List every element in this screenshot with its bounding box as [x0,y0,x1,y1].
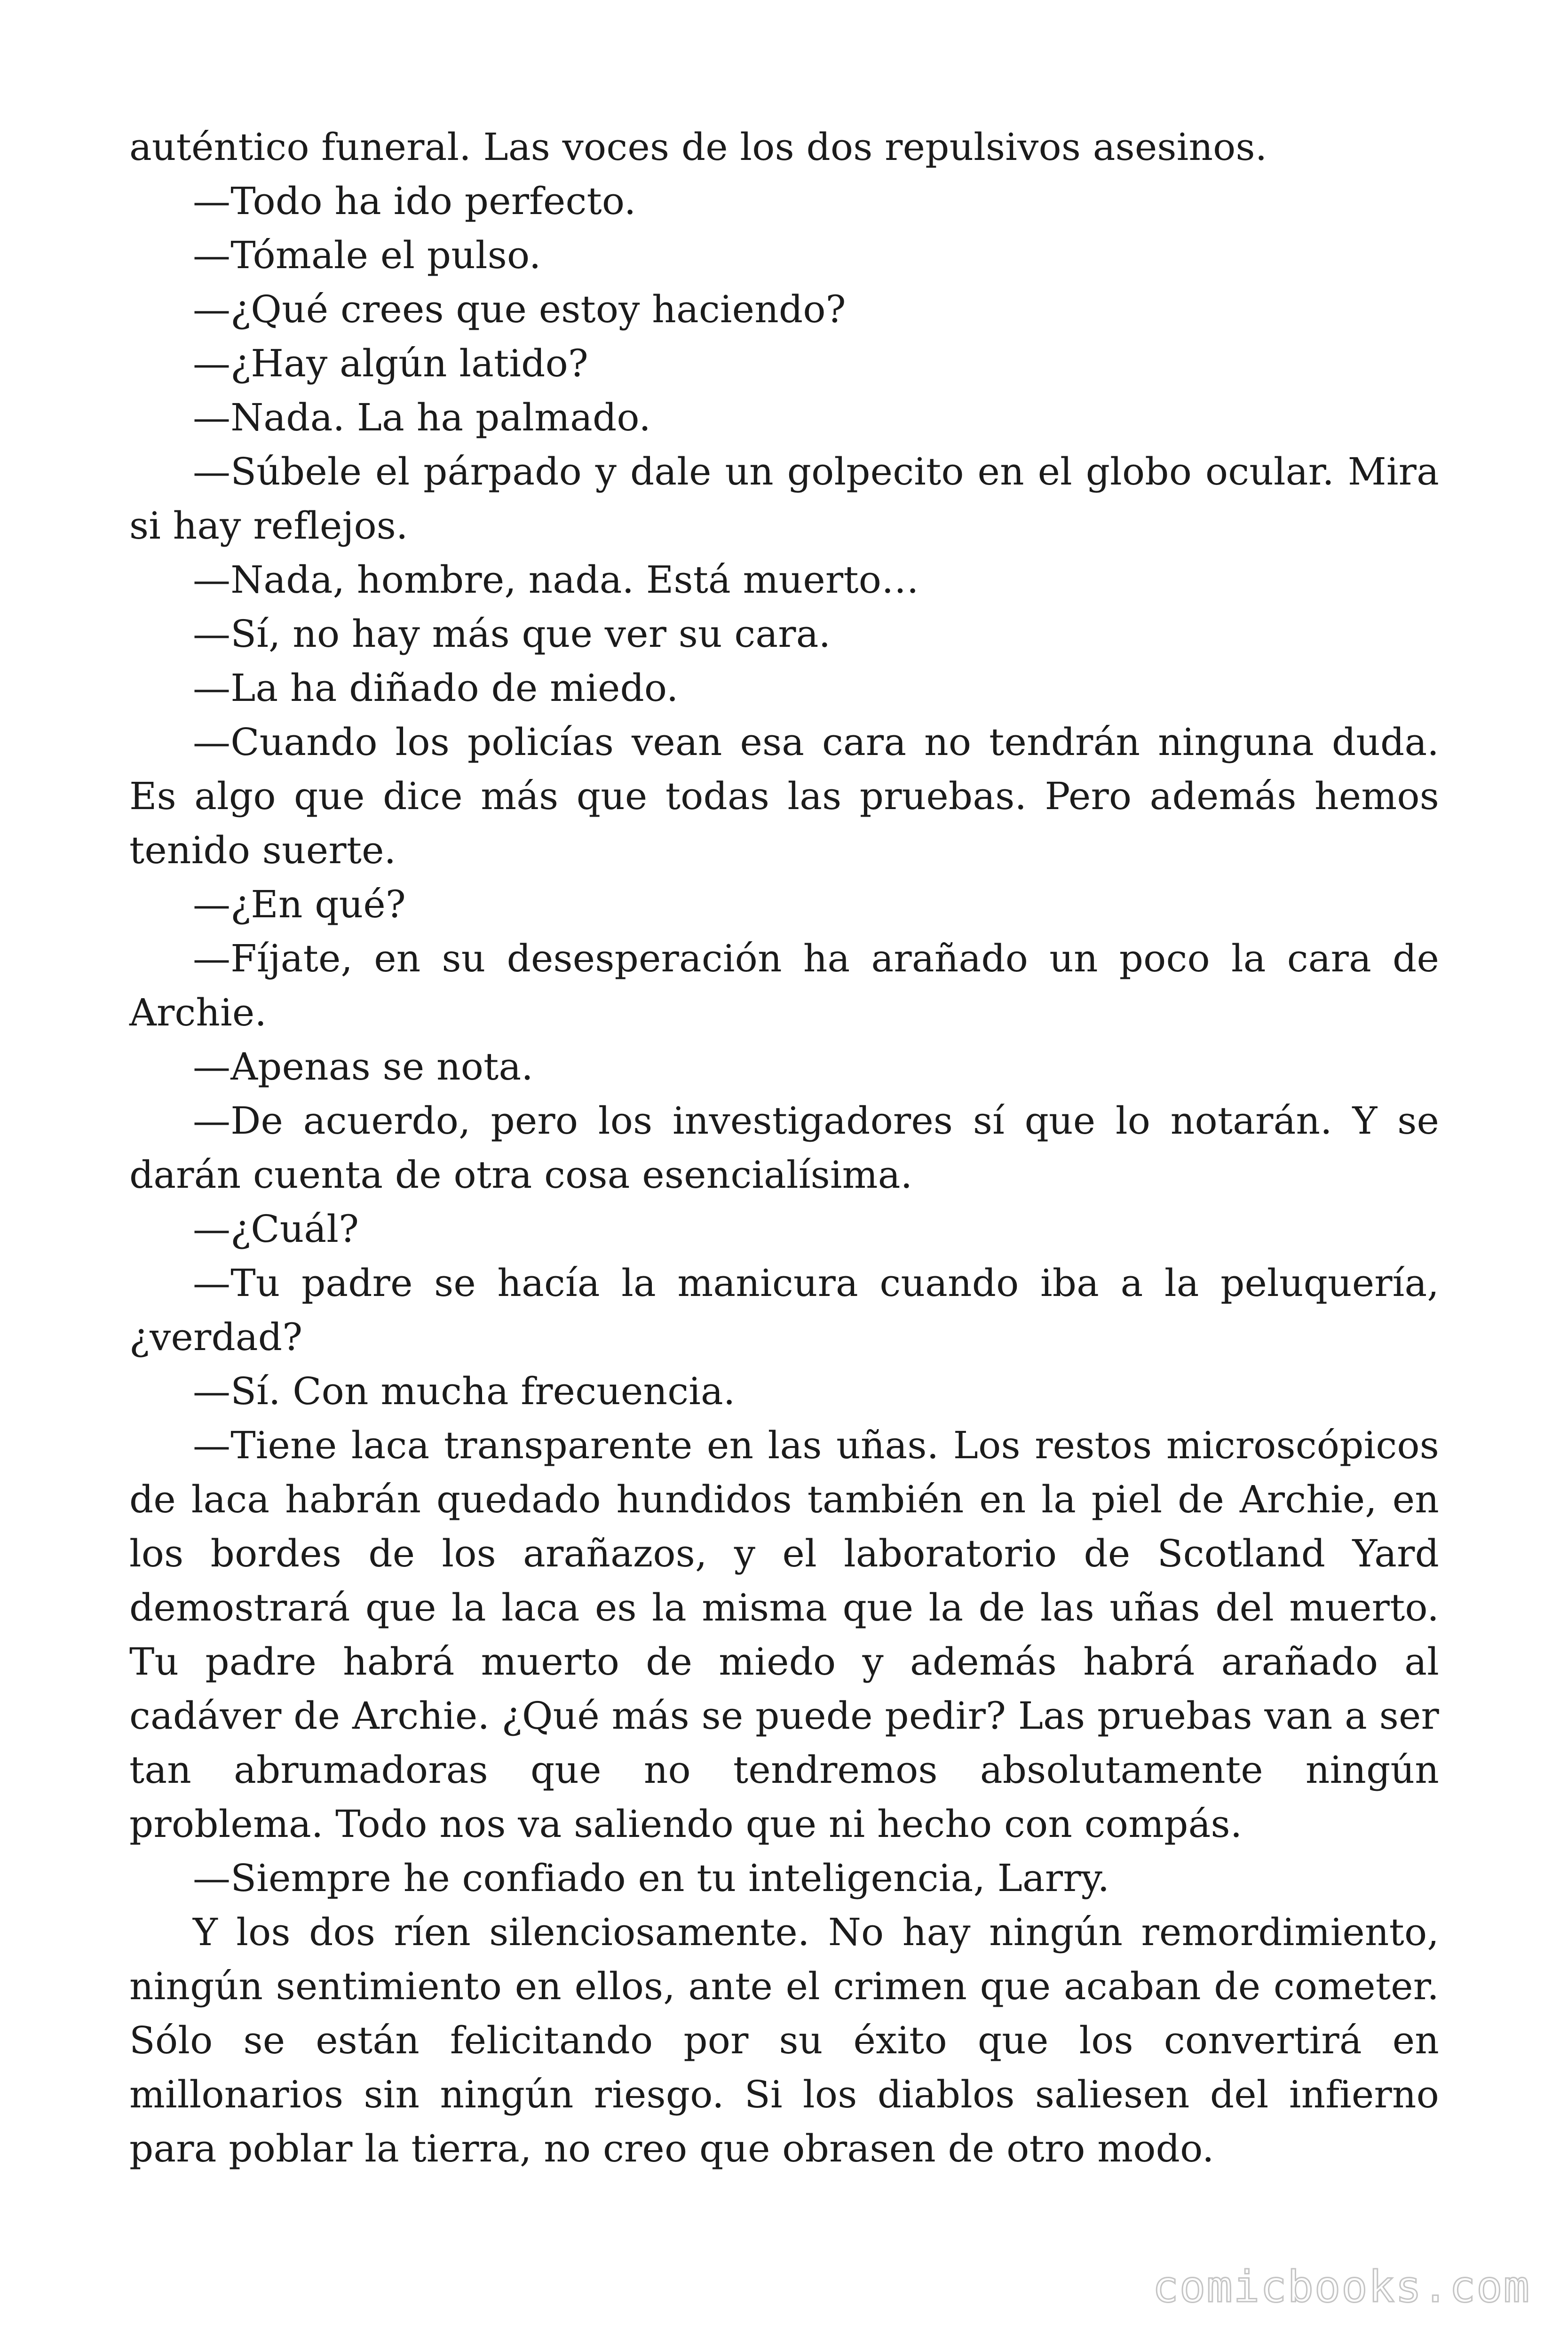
paragraph: —Apenas se nota. [193,1045,534,1089]
paragraph: —Nada. La ha palmado. [193,396,651,439]
paragraph: —Nada, hombre, nada. Está muerto… [193,558,919,602]
paragraph: —Sí. Con mucha frecuencia. [193,1369,736,1413]
paragraph: —La ha diñado de miedo. [193,666,679,710]
body-text [129,120,1439,2176]
paragraph: —Siempre he confiado en tu inteligencia, Larry. [193,1856,1110,1900]
paragraph: —Súbele el párpado y dale un golpecito en el globo ocular. Mira si hay reflejos. [129,450,1439,548]
paragraph: Y los dos ríen silenciosamente. No hay ningún remordimiento, ningún sentimiento en ellos, ante el crimen que acaban de cometer. Sólo se están felicitando por su éxito que los convertirá en millonarios sin ningún riesgo. Si los diablos saliesen del infierno para poblar la tierra, no creo que obrasen de otro modo. [129,1910,1439,2170]
paragraph: —De acuerdo, pero los investigadores sí que lo notarán. Y se darán cuenta de otra cosa esencialísima. [129,1099,1439,1197]
paragraph: —Tómale el pulso. [193,233,541,277]
paragraph: —Tu padre se hacía la manicura cuando iba a la peluquería, ¿verdad? [129,1261,1439,1359]
paragraph: —Sí, no hay más que ver su cara. [193,612,831,656]
paragraph: —¿Cuál? [193,1207,359,1251]
paragraph: —Tiene laca transparente en las uñas. Los restos microscópicos de laca habrán quedado hundidos también en la piel de Archie, en los bordes de los arañazos, y el laboratorio de Scotland Yard demostrará que la laca es la misma que la de las uñas del muerto. Tu padre habrá muerto de miedo y además habrá arañado al cadáver de Archie. ¿Qué más se puede pedir? Las pruebas van a ser tan abrumadoras que no tendremos absolutamente ningún problema. Todo nos va saliendo que ni hecho con compás. [129,1423,1439,1846]
paragraph: auténtico funeral. Las voces de los dos repulsivos asesinos. [129,125,1267,169]
paragraph: —¿Hay algún latido? [193,342,589,385]
paragraph: —Cuando los policías vean esa cara no tendrán ninguna duda. Es algo que dice más que todas las pruebas. Pero además hemos tenido suerte. [129,720,1439,872]
paragraph: —Todo ha ido perfecto. [193,179,636,223]
paragraph: —Fíjate, en su desesperación ha arañado un poco la cara de Archie. [129,937,1439,1034]
paragraph: —¿Qué crees que estoy haciendo? [193,287,846,331]
watermark-text: comicbooks.com [1152,2262,1530,2312]
paragraph: —¿En qué? [193,882,406,926]
